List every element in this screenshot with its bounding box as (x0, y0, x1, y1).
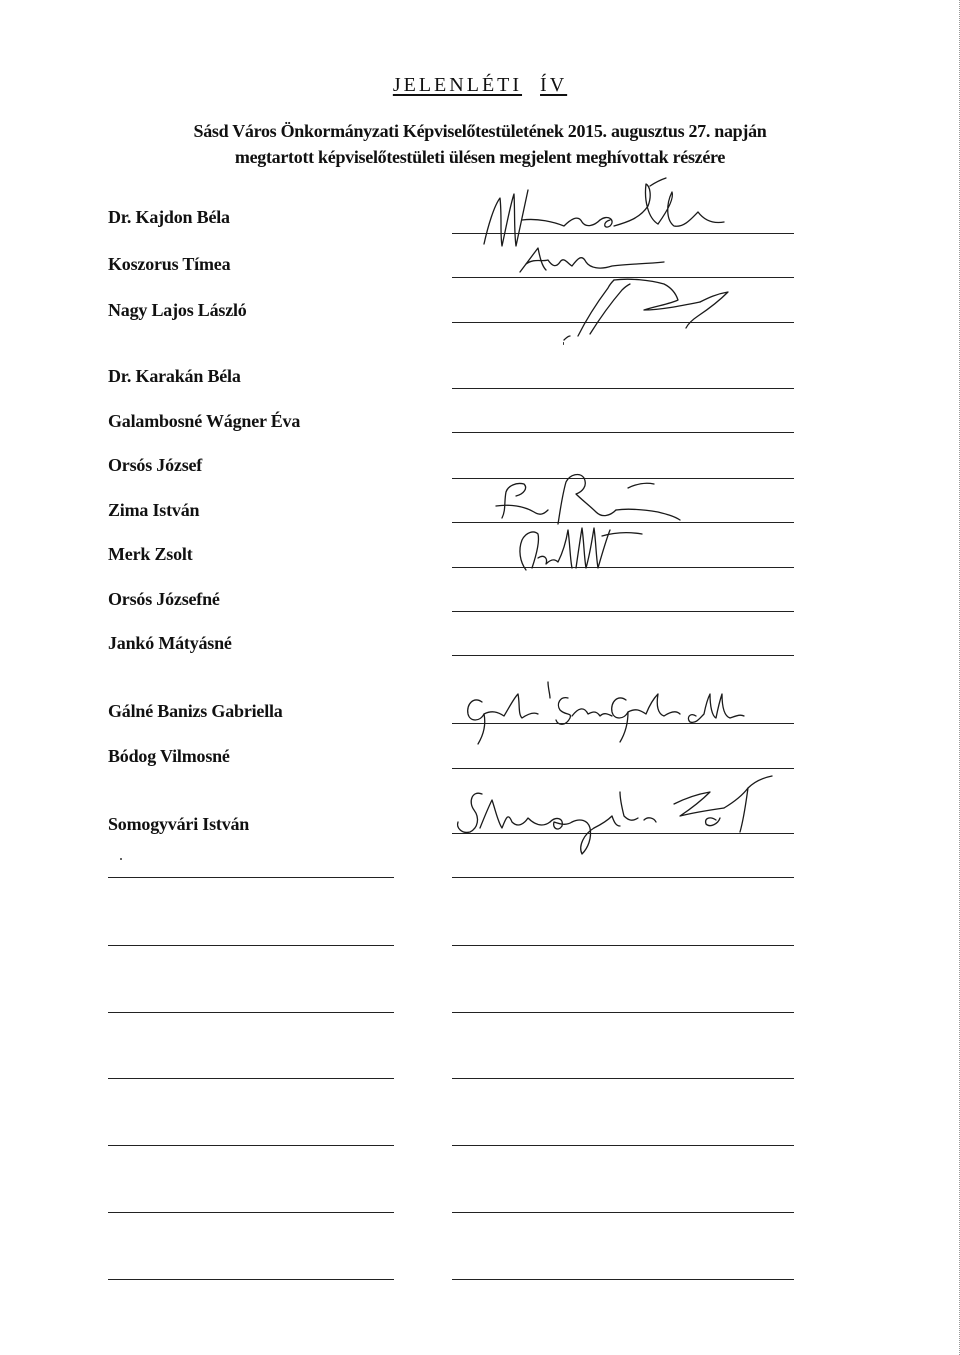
signature-line (452, 611, 794, 612)
signature-line (452, 388, 794, 389)
signature-line (452, 768, 794, 769)
signature-nagy (560, 270, 740, 342)
signature-zima (488, 466, 688, 526)
signature-kajdon (478, 176, 738, 254)
signature-line (452, 233, 794, 234)
signature-galne (460, 676, 760, 748)
signature-line (452, 833, 794, 834)
blank-name-line (108, 1145, 394, 1146)
signature-line (452, 277, 794, 278)
signature-line (452, 432, 794, 433)
blank-signature-line (452, 945, 794, 946)
attendee-name: Jankó Mátyásné (108, 633, 232, 653)
signature-line (452, 522, 794, 523)
blank-signature-line (452, 1078, 794, 1079)
intro-line-1: Sásd Város Önkormányzati Képviselőtestületének 2015. augusztus 27. napján (193, 121, 767, 141)
attendee-name: Somogyvári István (108, 814, 250, 834)
title-main: JELENLÉTI (392, 74, 523, 96)
attendee-name: Dr. Kajdon Béla (108, 207, 230, 227)
attendee-name: Galambosné Wágner Éva (108, 411, 301, 431)
document-title (0, 74, 960, 97)
blank-signature-line (452, 1145, 794, 1146)
signature-line (452, 723, 794, 724)
blank-name-line (108, 1078, 394, 1079)
blank-name-line (108, 1212, 394, 1213)
attendee-name: Zima István (108, 500, 200, 520)
title-suffix: ÍV (540, 74, 568, 96)
blank-signature-line (452, 877, 794, 878)
blank-name-line (108, 1012, 394, 1013)
blank-name-line (108, 1279, 394, 1280)
scan-speck (120, 858, 122, 860)
attendee-name: Orsós József (108, 455, 203, 475)
blank-signature-line (452, 1012, 794, 1013)
attendee-name: Orsós Józsefné (108, 589, 220, 609)
scan-speck (563, 342, 564, 345)
signature-merk (506, 520, 646, 578)
attendee-name: Nagy Lajos László (108, 300, 247, 320)
attendee-name: Bódog Vilmosné (108, 746, 230, 766)
attendee-name: Gálné Banizs Gabriella (108, 701, 283, 721)
blank-name-line (108, 945, 394, 946)
intro-line-2: megtartott képviselőtestületi ülésen megjelent meghívottak részére (234, 147, 726, 167)
signature-koszorus (516, 242, 676, 278)
blank-name-line (108, 877, 394, 878)
signature-line (452, 322, 794, 323)
signature-somogyvari (448, 772, 788, 858)
attendee-name: Merk Zsolt (108, 544, 193, 564)
signature-line (452, 655, 794, 656)
document-intro (0, 118, 960, 170)
blank-signature-line (452, 1279, 794, 1280)
signature-line (452, 478, 794, 479)
attendee-name: Koszorus Tímea (108, 254, 231, 274)
attendee-name: Dr. Karakán Béla (108, 366, 241, 386)
blank-signature-line (452, 1212, 794, 1213)
signature-line (452, 567, 794, 568)
